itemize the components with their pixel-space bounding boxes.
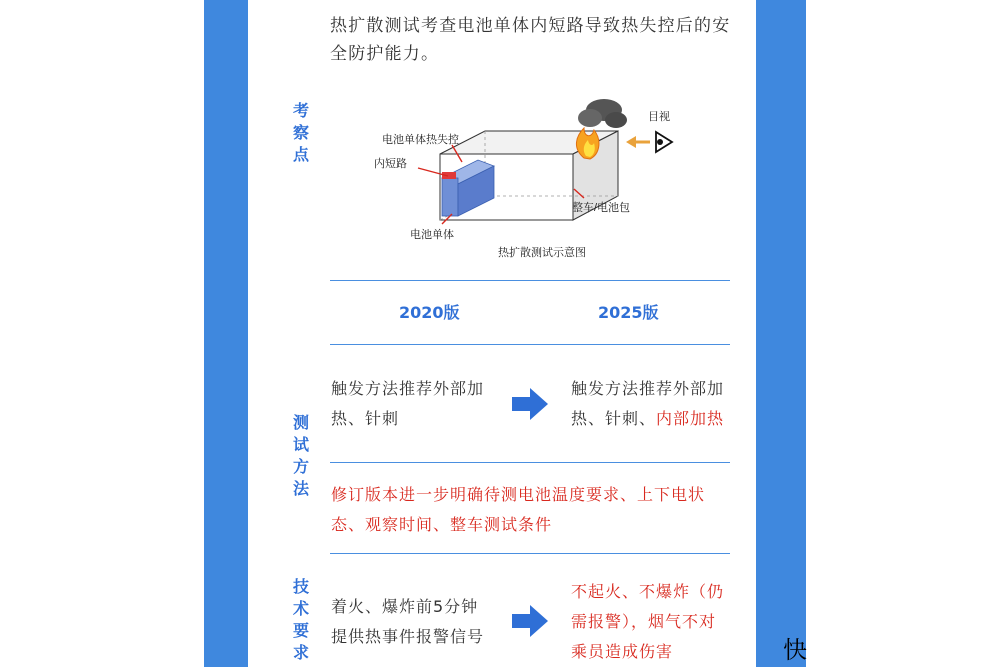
label-kaochadian: 考 察 点 [292,101,309,164]
requirement-2020: 着火、爆炸前5分钟 提供热事件报警信号 [331,597,485,646]
label-cell: 电池单体 [410,229,454,241]
cell-stack-front [442,178,458,216]
label-ceshifangfa: 测 试 方 法 [292,413,309,498]
divider [330,553,730,554]
method-2020: 触发方法推荐外部加 热、针刺 [331,379,485,428]
watermark-glyph: 快 [783,636,807,664]
divider [330,462,730,463]
left-blue-border [204,0,248,667]
version-2020: 2020版 [399,303,460,322]
diagram-caption: 热扩散测试示意图 [498,247,586,259]
version-2025: 2025版 [598,303,659,322]
label-jishuyaoqiu: 技 术 要 求 [292,577,309,662]
view-arrow-icon [626,136,636,148]
thermal-diffusion-diagram [360,96,680,266]
right-arrow-icon [512,388,548,420]
right-blue-border [756,0,806,667]
divider [330,280,730,281]
intro-text: 热扩散测试考查电池单体内短路导致热失控后的安全防护能力。 [330,16,731,64]
label-visual: 目视 [648,111,670,123]
method-2025: 触发方法推荐外部加 热、针刺、内部加热 [571,379,725,428]
label-internal-short: 内短路 [374,158,407,170]
right-arrow-icon [512,605,548,637]
revision-note: 修订版本进一步明确待测电池温度要求、上下电状 态、观察时间、整车测试条件 [331,485,706,534]
label-vehicle-pack: 整车/电池包 [572,202,631,214]
requirement-2025: 不起火、不爆炸（仍 需报警），烟气不对 乘员造成伤害 [571,582,725,661]
label-thermal-runaway: 电池单体热失控 [382,134,459,146]
divider [330,344,730,345]
